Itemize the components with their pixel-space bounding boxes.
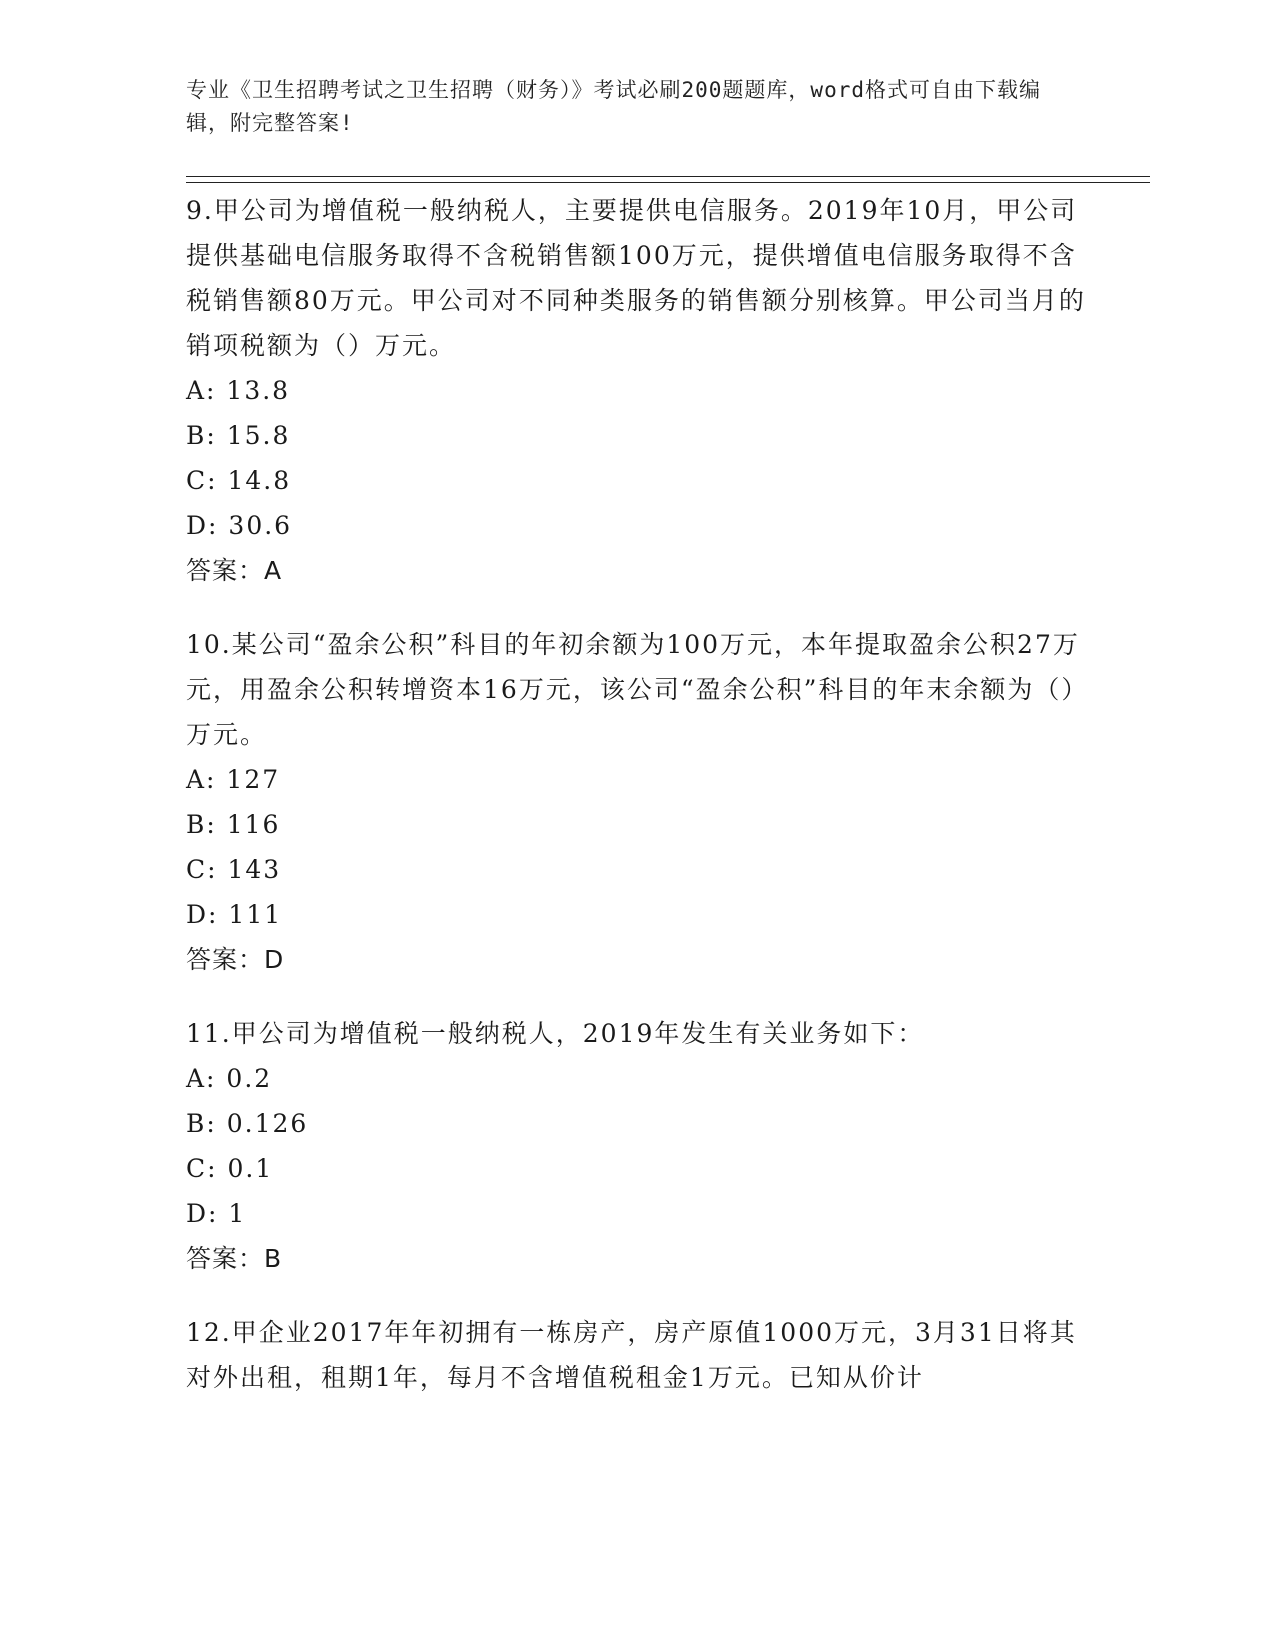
option-d: D: 30.6 (186, 511, 293, 540)
header-divider-bottom (186, 182, 1150, 183)
header-divider-top (186, 176, 1150, 177)
option-a: A: 0.2 (186, 1064, 273, 1093)
question-item (186, 188, 1086, 594)
option-b: B: 0.126 (186, 1109, 309, 1138)
question-item (186, 622, 1086, 983)
option-c: C: 14.8 (186, 466, 292, 495)
option-a: A: 127 (186, 765, 281, 794)
answer-line: 答案：D (186, 945, 285, 974)
question-stem: 10.某公司“盈余公积”科目的年初余额为100万元，本年提取盈余公积27万元，用盈余公积转增资本16万元，该公司“盈余公积”科目的年末余额为（）万元。 (186, 630, 1080, 749)
option-a: A: 13.8 (186, 376, 291, 405)
answer-line: 答案：B (186, 1244, 283, 1273)
question-item (186, 1011, 1086, 1282)
question-stem: 12.甲企业2017年年初拥有一栋房产，房产原值1000万元，3月31日将其对外出租，租期1年，每月不含增值税租金1万元。已知从价计 (186, 1318, 1077, 1392)
document-header-title: 专业《卫生招聘考试之卫生招聘（财务）》考试必刷200题题库，word格式可自由下载编辑，附完整答案! (186, 78, 1041, 135)
question-item (186, 1310, 1086, 1400)
option-d: D: 111 (186, 900, 283, 929)
option-c: C: 143 (186, 855, 282, 884)
option-b: B: 15.8 (186, 421, 291, 450)
option-b: B: 116 (186, 810, 281, 839)
question-list (186, 188, 1086, 1428)
option-c: C: 0.1 (186, 1154, 274, 1183)
question-stem: 9.甲公司为增值税一般纳税人，主要提供电信服务。2019年10月，甲公司提供基础电信服务取得不含税销售额100万元，提供增值电信服务取得不含税销售额80万元。甲公司对不同种类服务的销售额分别核算。甲公司当月的销项税额为（）万元。 (186, 196, 1086, 360)
option-d: D: 1 (186, 1199, 247, 1228)
question-stem: 11.甲公司为增值税一般纳税人，2019年发生有关业务如下： (186, 1019, 925, 1048)
answer-line: 答案：A (186, 556, 283, 585)
